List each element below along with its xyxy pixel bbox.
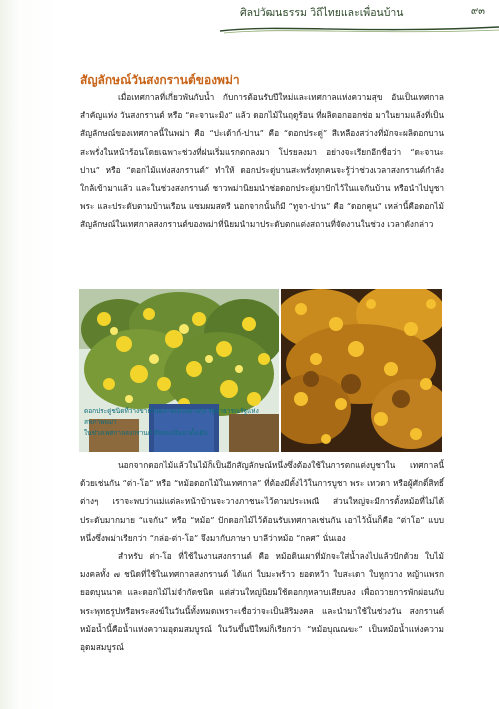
photo-caption [84, 406, 274, 439]
header-swoosh-decoration [220, 24, 499, 34]
paragraph: เมื่อเทศกาลที่เกี่ยวพันกับน้ำ กับการต้อนรับปีใหม่และเทศกาลแห่งความสุข อันเป็นเทศกาลสำคัญแห่ง วันสงกรานต์ หรือ “ตะจานะมิง” แล้ว ดอกไม้ในฤดูร้อน ที่ผลิดอกออกช่อ มาในยามแล้งที่เป็นสัญลักษณ์ของเทศกาลนี้ในพม่า คือ “ปะเด้าก์-ปาน” คือ “ดอกประดู่” สีเหลืองสว่างที่มักจะผลิดอกบานสะพรั่งในหน้าร้อนโดยเฉพาะช่วงที่ฝนเริ่มแรกตกลงมา โปรยลงมา อย่างจะเรียกอีกชื่อว่า “ดะจานะปาน” หรือ “ดอกไม้แห่งสงกรานต์” ทำให้ ดอกประดู่บานสะพรั่งทุกคนจะรู้ว่าช่วงเวลาสงกรานต์กำลังใกล้เข้ามาแล้ว และในช่วงสงกรานต์ ชาวพม่านิยมนำช่อดอกประดู่มาปักไว้ในแจกันบ้าน หรือนำไปบูชาพระ และประดับตามบ้านเรือน แซมผมสตรี นอกจากนั้นก็มี “ทูจา-ปาน” คือ “ดอกคูน” เหล่านี้คือดอกไม้ สัญลักษณ์ในเทศกาลสงกรานต์ของพม่าที่นิยมนำมาประดับตกแต่งสถานที่จัดงานในช่วง เวลาดังกล่าว [80, 92, 444, 230]
page-number: ๙๓ [470, 6, 485, 17]
page-edge-band [0, 0, 22, 709]
paragraph: สำหรับ ต่า-โอ ที่ใช้ในงานสงกรานต์ คือ หม้อดินเผาที่มักจะใส่น้ำลงไปแล้วปักด้วย ใบไม้มงคลทั้ง ๗ ชนิดที่ใช้ในเทศกาลสงกรานต์ ได้แก่ ใบมะพร้าว ยอดหว้า ใบสะเดา ใบหูกวาง หญ้าแพรก ยอดบุนนาค และดอกไม้ไม่จำกัดชนิด แต่ส่วนใหญ่นิยมใช้ดอกกุหลาบเสียบลง เพื่อถวายการพักผ่อนกับพระพุทธรูปหรือพระสงฆ์ในวันนี้ทั้งหมดเพราะเชื่อว่าจะเป็นสิริมงคล และนำมาใช้ในช่วงวัน สงกรานต์ หม้อน้ำนี้คือน้ำแห่งความอุดมสมบูรณ์ ในวันขึ้นปีใหม่ก็เรียกว่า “หม้อบุณณฆะ” เป็นหม้อน้ำแห่งความอุดมสมบูรณ์ [80, 551, 444, 653]
paragraph: นอกจากดอกไม้แล้วในไม้ก็เป็นอีกสัญลักษณ์หนึ่งซึ่งต้องใช้ในการตกแต่งบูชาใน เทศกาลนี้ด้วยเช่นกัน “ต่า-โอ” หรือ “หม้อดอกไม้ในเทศกาล” ที่ต้องมีตั้งไว้ในการบูชา พระ เทวดา หรือผู้ศักดิ์สิทธิ์ต่างๆ เราจะพบว่าแม่แต่ละหน้าบ้านจะวางภาชนะไว้ตามประเพณี ส่วนใหญ่จะมีการตั้งหม้อที่ไม่ได้ประดับมากมาย “แจกัน” หรือ “หม้อ” ปักดอกไม้ไว้ต้อนรับเทศกาลเช่นกัน เอาไว้นั้นก็คือ “ต่าโอ” แบบหนึ่งซึ่งพม่าเรียกว่า “กล่อ-ต่า-โอ” จึงมากับภาษา บาลีว่าหม้อ “กลศ” นั่นเอง [80, 460, 444, 543]
section-title: สัญลักษณ์วันสงกรานต์ของพม่า [80, 73, 240, 87]
photo-padauk-flowers [281, 289, 442, 452]
caption-line-1: ดอกประดู่ชนิดที่ว่างขายในตลาดเมืองย่างกุ้ง รัฐสาธารณรัฐแห่งสหภาพพม่า [84, 407, 259, 426]
header-title: ศิลปวัฒนธรรม วิถีไทยและเพื่อนบ้าน [240, 7, 404, 19]
caption-line-2: ในช่วงเทศกาลสงกรานต์ สิบสองปันนาดั้งเดิม [84, 429, 208, 437]
body-text-top [80, 88, 444, 234]
page-header [220, 0, 499, 40]
body-text-bottom [80, 456, 444, 656]
